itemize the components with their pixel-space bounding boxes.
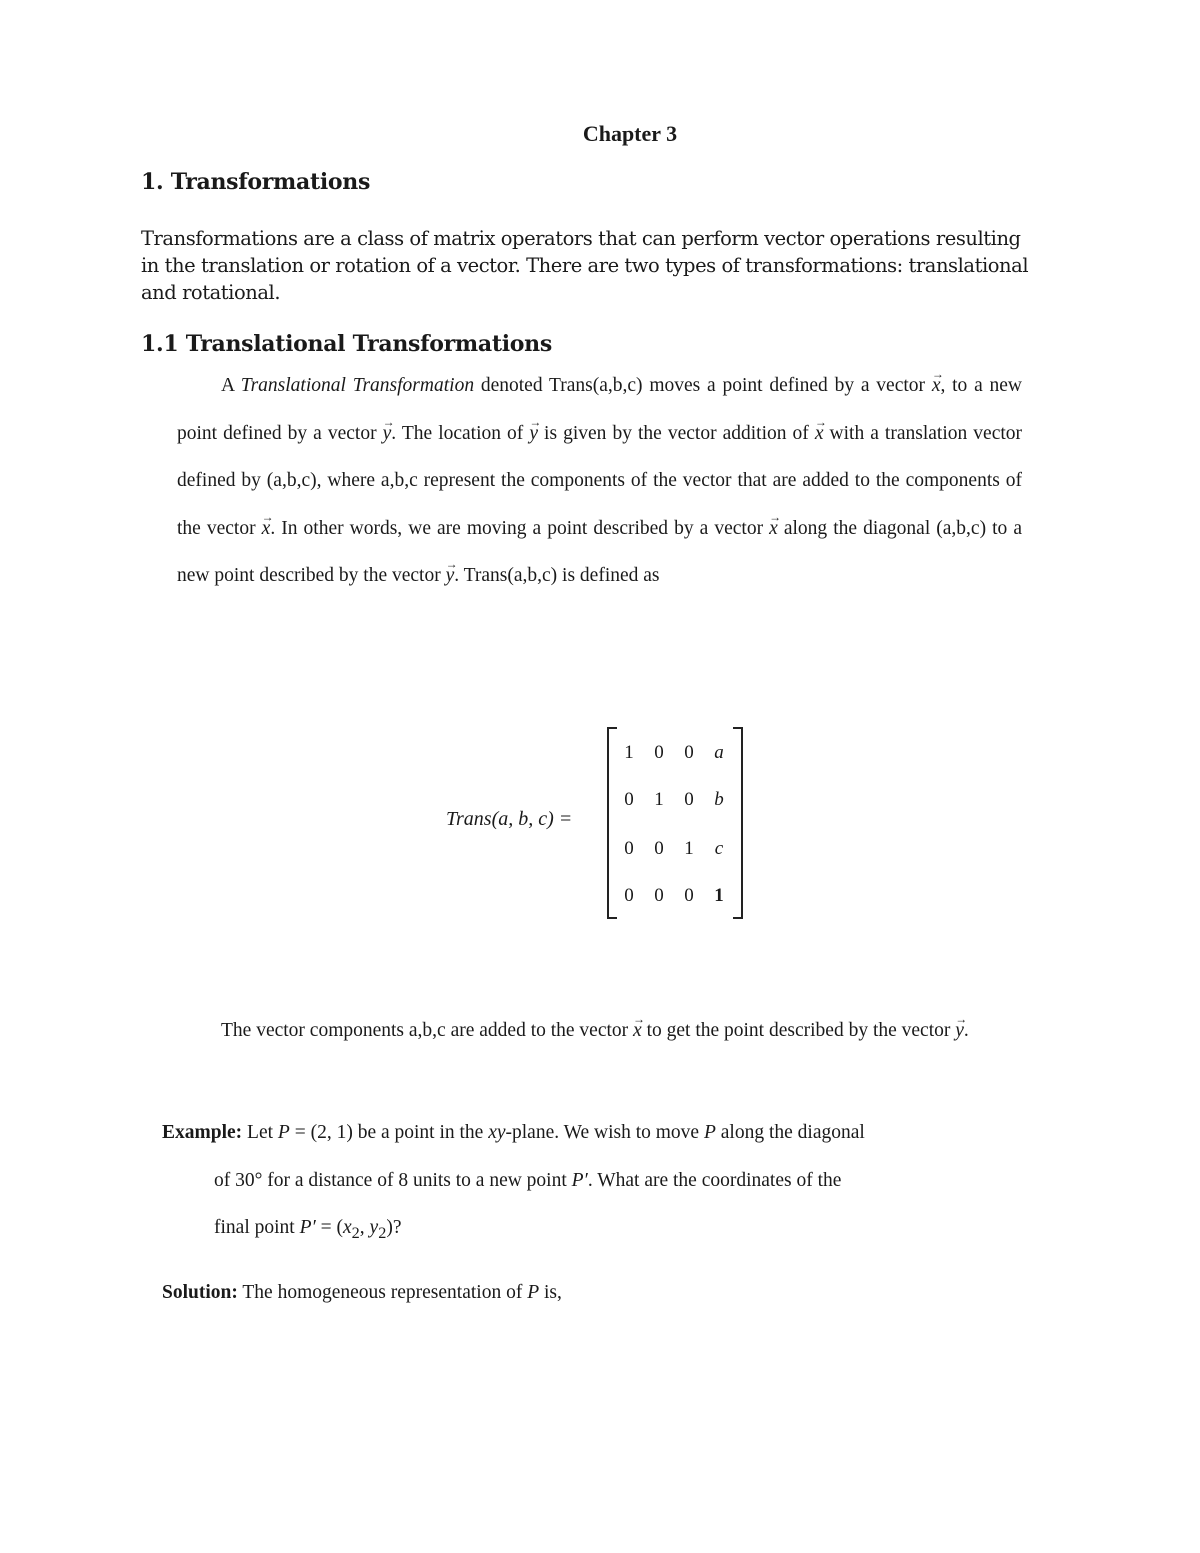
matrix-cell: 1 [624, 742, 634, 763]
example-line-1: Example: Let P = (2, 1) be a point in the xy-plane. We wish to move P along the diagonal [162, 1122, 865, 1143]
chapter-title: Chapter 3 [582, 121, 678, 146]
vector-x: → x [932, 362, 941, 410]
vector-y: → y [955, 1007, 964, 1055]
vector-x: → x [262, 505, 271, 553]
vector-x: → x [769, 505, 778, 553]
equation-lhs: Trans(a, b, c) = [446, 808, 573, 830]
matrix-cell: 0 [654, 885, 664, 906]
matrix-cell: 0 [684, 885, 694, 906]
example-label: Example: [162, 1122, 243, 1143]
example-line-2: of 30° for a distance of 8 units to a new point P′. What are the coordinates of the [214, 1169, 842, 1191]
vector-y: → y [383, 410, 392, 458]
intro-paragraph: Transformations are a class of matrix operators that can perform vector operations resulting in the translation or rotation of a vector. There are two types of transformations: translational and rotational. [141, 227, 1029, 304]
section-heading-translational: 1.1 Translational Transformations [141, 331, 552, 357]
example-line-3: final point $P' = (x_2$, $y_2$)? [214, 1217, 402, 1242]
solution-block: Solution: The homogeneous representation of P is, [162, 1282, 562, 1303]
matrix-cell: 0 [624, 885, 634, 906]
solution-label: Solution: [162, 1282, 238, 1303]
vector-addition-paragraph: The vector components a,b,c are added to the vector → x to get the point described by the vector → y. [177, 1007, 1022, 1055]
matrix-cell: 1 [654, 789, 664, 810]
matrix-right-bracket [733, 727, 743, 919]
term-translational-transformation: Translational Transformation [240, 375, 475, 396]
vector-y: → y [529, 410, 538, 458]
matrix-cell: a [714, 742, 724, 763]
matrix-left-bracket [607, 727, 617, 919]
matrix-cell: 0 [624, 838, 634, 859]
vector-x: → x [815, 410, 824, 458]
section-heading-transformations: 1. Transformations [141, 169, 371, 195]
matrix-cell: 1 [684, 838, 694, 859]
example-block [162, 1109, 1007, 1257]
matrix-cell: 1 [714, 885, 724, 906]
matrix-cell: 0 [684, 789, 694, 810]
matrix-cell: c [714, 838, 724, 859]
vector-y: → y [446, 552, 455, 600]
translation-definition-paragraph: A Translational Transformation denoted Trans(a,b,c) moves a point defined by a vector → x, to a new point defined by a vector → y. The location of → y is given by the vector addition of → x with a translation vector defined by (a,b,c), where a,b,c represent the components of the vector that are added to the components of the vector → x. In other words, we are moving a point described by a vector → x along the diagonal (a,b,c) to a new point described by the vector → y. Trans(a,b,c) is defined as [177, 362, 1022, 600]
matrix-cell: b [714, 789, 724, 810]
matrix-cell: 0 [654, 742, 664, 763]
vector-x: → x [633, 1007, 642, 1055]
matrix-cell: 0 [654, 838, 664, 859]
matrix-cell: 0 [684, 742, 694, 763]
matrix-cell: 0 [624, 789, 634, 810]
